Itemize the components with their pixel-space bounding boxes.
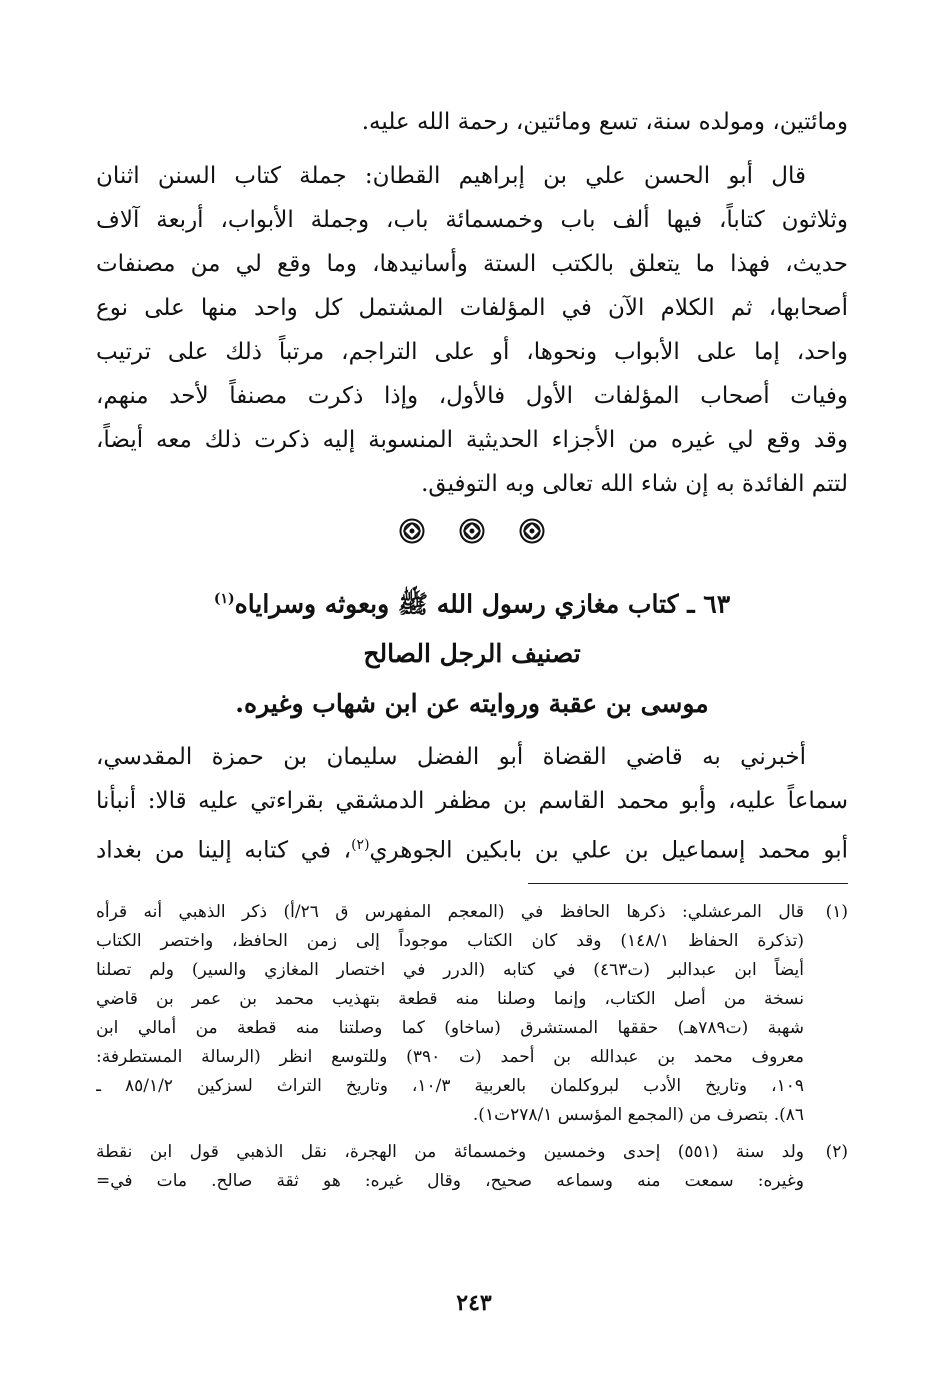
footnote-line: معروف محمد بن عبدالله بن أحمد (ت ٣٩٠) وللتوسع انظر (الرسالة المستطرفة: [96, 1047, 804, 1068]
footnote-1 [96, 898, 848, 1130]
footnote-body [96, 898, 804, 1130]
footnote-ref: (٢) [351, 837, 370, 854]
footnote-line: (تذكرة الحفاظ ١٤٨/١) وقد كان الكتاب موجوداً إلى زمن الحافظ، واختصر الكتاب [96, 931, 804, 952]
paragraph-line-text: أبو محمد إسماعيل بن علي بن بابكين الجوهري [369, 837, 848, 864]
page-body [96, 100, 848, 1196]
footnote-ref: (١) [213, 591, 235, 607]
section-heading [96, 574, 848, 729]
paragraph-2 [96, 735, 848, 867]
paragraph-line: حديث، فهذا ما يتعلق بالكتب الستة وأسانيدها، وما وقع لي من مصنفات [96, 251, 848, 277]
section-title-text: ٦٣ ـ كتاب مغازي رسول الله ﷺ وبعوثه وسراياه [234, 589, 731, 619]
footnote-body [96, 1138, 804, 1196]
paragraph-line: لتتم الفائدة به إن شاء الله تعالى وبه التوفيق. [421, 471, 848, 497]
section-divider [96, 518, 848, 544]
footnote-line: شهبة (ت٧٨٩هـ) حققها المستشرق (ساخاو) كما وصلتنا منه قطعة من أمالي ابن [96, 1018, 804, 1039]
footnote-2 [96, 1138, 848, 1196]
paragraph-line: وقد وقع لي غيره من الأجزاء الحديثية المنسوبة إليه ذكرت ذلك معه أيضاً، [96, 427, 848, 453]
footnote-line: أيضاً ابن عبدالبر (ت٤٦٣) في كتابه (الدرر في اختصار المغازي والسير) ولم تصلنا [96, 960, 804, 981]
page-number: ٢٤٣ [456, 1290, 492, 1316]
paragraph-line: أخبرني به قاضي القضاة أبو الفضل سليمان بن حمزة المقدسي، [96, 744, 806, 771]
paragraph-line: واحد، إما على الأبواب ونحوها، أو على التراجم، مرتباً ذلك على ترتيب [96, 339, 848, 365]
footnote-number: (٢) [825, 1142, 848, 1163]
footnote-line: نسخة من أصل الكتاب، وإنما وصلنا منه قطعة بتهذيب محمد بن عمر بن قاضي [96, 989, 804, 1010]
footnote-line: وغيره: سمعت منه وسماعه صحيح، وقال غيره: هو ثقة صالح. مات في= [96, 1171, 804, 1192]
section-subtitle: تصنيف الرجل الصالح [363, 639, 581, 669]
section-author: موسى بن عقبة وروايته عن ابن شهاب وغيره. [235, 689, 709, 719]
paragraph-line [96, 823, 848, 867]
ornament-icon [459, 518, 485, 544]
footnote-separator [528, 883, 848, 884]
footnote-line: ولد سنة (٥٥١) إحدى وخمسين وخمسمائة من الهجرة، نقل الذهبي قول ابن نقطة [96, 1142, 804, 1163]
footnote-line: قال المرعشلي: ذكرها الحافظ في (المعجم المفهرس ق ٢٦/أ) ذكر الذهبي أنه قرأه [96, 902, 804, 923]
paragraph-line: أصحابها، ثم الكلام الآن في المؤلفات المشتمل كل واحد منها على نوع [96, 295, 848, 321]
paragraph-line: وفيات أصحاب المؤلفات الأول فالأول، وإذا ذكرت مصنفاً لأحد منهم، [96, 383, 848, 409]
ornament-icon [399, 518, 425, 544]
section-title [96, 574, 848, 629]
footnote-number: (١) [825, 902, 848, 923]
footnote-line: ٨٦). بتصرف من (المجمع المؤسس ٢٧٨/١ت١). [472, 1105, 804, 1126]
paragraph-line: وثلاثون كتاباً، فيها ألف باب وخمسمائة باب، وجملة الأبواب، أربعة آلاف [96, 207, 848, 233]
intro-line: ومائتين، ومولده سنة، تسع ومائتين، رحمة الله عليه. [361, 109, 848, 135]
footnote-line: ١٠٩، وتاريخ الأدب لبروكلمان بالعربية ١٠/٣، وتاريخ التراث لسزكين ٨٥/١/٢ ـ [96, 1076, 804, 1097]
paragraph-1 [96, 154, 848, 506]
paragraph-line: سماعاً عليه، وأبو محمد القاسم بن مظفر الدمشقي بقراءتي عليه قالا: أنبأنا [96, 788, 848, 815]
ornament-icon [519, 518, 545, 544]
paragraph-line-text: ، في كتابه إلينا من بغداد [96, 837, 352, 864]
paragraph-line: قال أبو الحسن علي بن إبراهيم القطان: جملة كتاب السنن اثنان [96, 163, 806, 189]
